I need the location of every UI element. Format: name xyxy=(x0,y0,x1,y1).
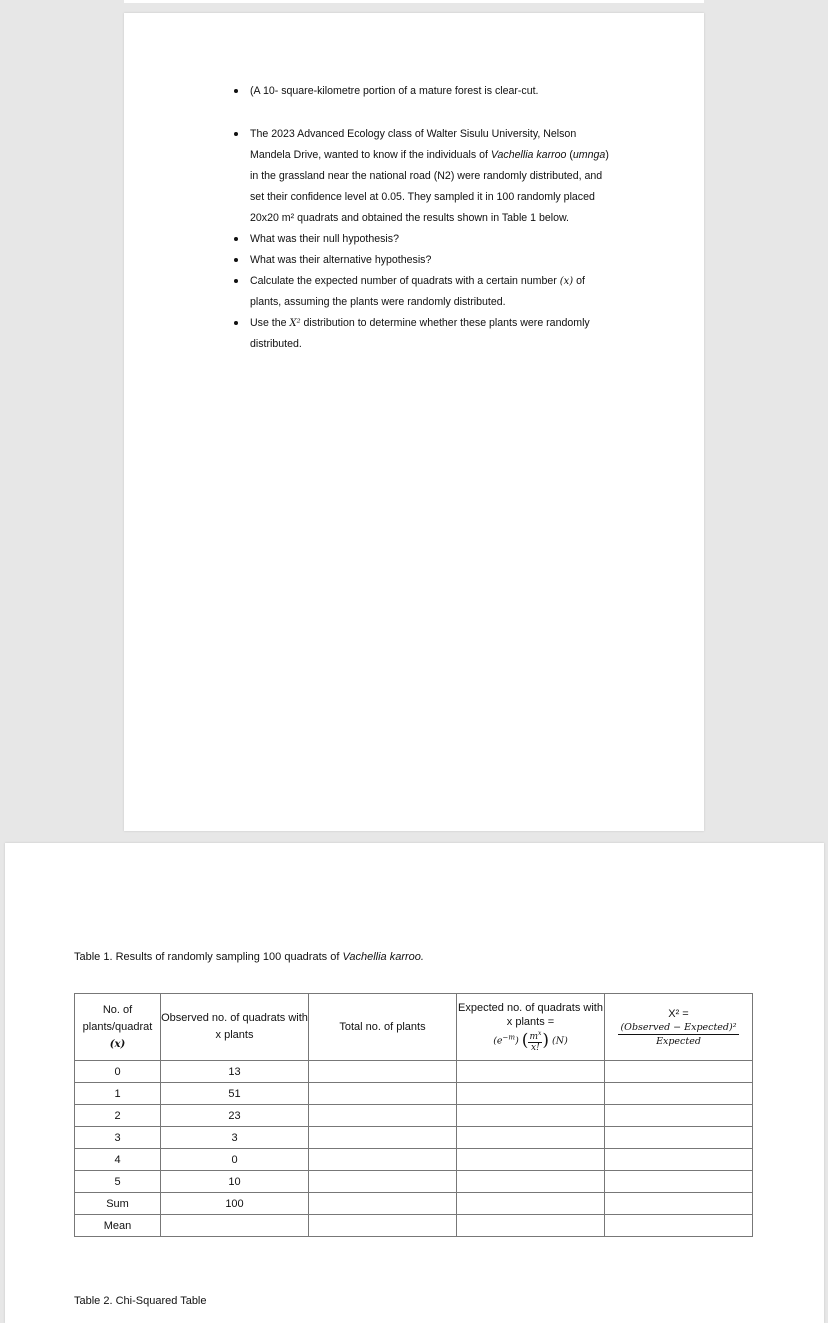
bullet-text: ) in the grassland near the national road (N2) were randomly distributed, and set their confidence level at 0.05. They sampled it in 100 randomly placed 20x20 m² quadrats and obtained the results shown in Table 1 below. xyxy=(250,149,609,224)
cell-x: 1 xyxy=(75,1083,161,1105)
bullet-text: The 2023 Advanced Ecology class of Walter Sisulu University, Nelson Mandela Drive, wanted to know if the individuals of xyxy=(250,128,577,161)
cell-x: 3 xyxy=(75,1127,161,1149)
cell-chi xyxy=(605,1215,753,1237)
chi-square-formula xyxy=(618,1021,738,1048)
cell-x: 2 xyxy=(75,1105,161,1127)
header-text: plants/quadrat xyxy=(82,1020,153,1033)
header-expected xyxy=(457,994,605,1061)
table-row xyxy=(75,1083,753,1105)
cell-expected xyxy=(457,1083,605,1105)
cell-expected xyxy=(457,1105,605,1127)
cell-x: Sum xyxy=(75,1193,161,1215)
bullet-text: What was their alternative hypothesis? xyxy=(250,254,432,266)
formula-denominator: x! xyxy=(531,1043,540,1053)
cell-total xyxy=(309,1149,457,1171)
formula-e-exponent: −m xyxy=(502,1033,516,1042)
table-header-row xyxy=(75,994,753,1061)
table-row xyxy=(75,1105,753,1127)
cell-observed: 23 xyxy=(161,1105,309,1127)
cell-x: 4 xyxy=(75,1149,161,1171)
local-name: umnga xyxy=(572,149,606,161)
header-text: Expected no. of quadrats with x plants = xyxy=(458,1002,603,1028)
header-text: X² = xyxy=(668,1007,689,1020)
document-page-2 xyxy=(5,843,824,1323)
formula-numerator: (Observed − Expected)² xyxy=(620,1021,737,1033)
cell-chi xyxy=(605,1061,753,1083)
bullet-item xyxy=(230,81,610,102)
formula-fraction xyxy=(528,1029,542,1053)
bullet-text: What was their null hypothesis? xyxy=(250,233,399,245)
formula-n: (N) xyxy=(552,1035,568,1047)
header-observed xyxy=(161,994,309,1061)
bullet-text: (A 10- square-kilometre portion of a mature forest is clear-cut. xyxy=(250,85,539,97)
formula-numerator: m xyxy=(529,1032,538,1042)
question-list xyxy=(230,81,610,355)
header-text: Observed no. of quadrats with x plants xyxy=(161,1012,308,1041)
cell-observed xyxy=(161,1215,309,1237)
bullet-text: Calculate the expected number of quadrats with a certain number xyxy=(250,275,560,287)
table-row xyxy=(75,1149,753,1171)
cell-total xyxy=(309,1193,457,1215)
cell-chi xyxy=(605,1193,753,1215)
cell-observed: 51 xyxy=(161,1083,309,1105)
bullet-item xyxy=(230,229,610,250)
bullet-text: distribution to determine whether these plants were randomly distributed. xyxy=(250,317,590,350)
cell-chi xyxy=(605,1083,753,1105)
cell-total xyxy=(309,1215,457,1237)
header-text: No. of xyxy=(102,1003,133,1016)
cell-total xyxy=(309,1083,457,1105)
cell-chi xyxy=(605,1149,753,1171)
cell-observed: 13 xyxy=(161,1061,309,1083)
cell-observed: 3 xyxy=(161,1127,309,1149)
previous-page-edge xyxy=(124,0,704,3)
table-2-caption: Table 2. Chi-Squared Table xyxy=(74,1295,207,1307)
cell-chi xyxy=(605,1105,753,1127)
bullet-item xyxy=(230,250,610,271)
formula-numerator-exponent: x xyxy=(537,1030,542,1037)
cell-expected xyxy=(457,1171,605,1193)
cell-total xyxy=(309,1127,457,1149)
cell-total xyxy=(309,1105,457,1127)
cell-expected xyxy=(457,1127,605,1149)
cell-expected xyxy=(457,1215,605,1237)
document-page-1 xyxy=(124,13,704,831)
caption-species: Vachellia karroo. xyxy=(342,951,424,963)
table-row-mean xyxy=(75,1215,753,1237)
expected-formula: $(e^{-m})$ ( $\frac{m^x}{x!}$ ) (N) xyxy=(493,1030,568,1053)
cell-observed: 10 xyxy=(161,1171,309,1193)
table-row xyxy=(75,1061,753,1083)
cell-total xyxy=(309,1171,457,1193)
bullet-item xyxy=(230,271,610,313)
cell-x: 0 xyxy=(75,1061,161,1083)
table-row xyxy=(75,1127,753,1149)
cell-total xyxy=(309,1061,457,1083)
header-plants-per-quadrat xyxy=(75,994,161,1061)
bullet-item xyxy=(230,124,610,229)
bullet-text: Use the xyxy=(250,317,290,329)
caption-text: Table 1. Results of randomly sampling 100 quadrats of xyxy=(74,951,343,963)
bullet-item xyxy=(230,313,610,355)
species-name: Vachellia karroo xyxy=(490,149,567,161)
cell-observed: 0 xyxy=(161,1149,309,1171)
header-text: Total no. of plants xyxy=(339,1020,426,1033)
paren-open: ( xyxy=(569,149,573,161)
header-total-plants xyxy=(309,994,457,1061)
cell-chi xyxy=(605,1171,753,1193)
cell-observed: 100 xyxy=(161,1193,309,1215)
formula-e: (e xyxy=(493,1035,503,1047)
cell-chi xyxy=(605,1127,753,1149)
table-row-sum xyxy=(75,1193,753,1215)
formula-denominator: Expected xyxy=(656,1035,701,1047)
cell-x: 5 xyxy=(75,1171,161,1193)
table-row xyxy=(75,1171,753,1193)
cell-expected xyxy=(457,1061,605,1083)
cell-expected xyxy=(457,1149,605,1171)
header-math: (x) xyxy=(109,1038,126,1050)
bullet-text: of plants, assuming the plants were randomly distributed. xyxy=(250,275,585,308)
math-x: (x) xyxy=(559,276,574,287)
results-table xyxy=(74,993,753,1237)
cell-x: Mean xyxy=(75,1215,161,1237)
cell-expected xyxy=(457,1193,605,1215)
table-1-caption xyxy=(74,951,424,963)
math-chi-square: X² xyxy=(289,318,301,329)
header-chi-square xyxy=(605,994,753,1061)
